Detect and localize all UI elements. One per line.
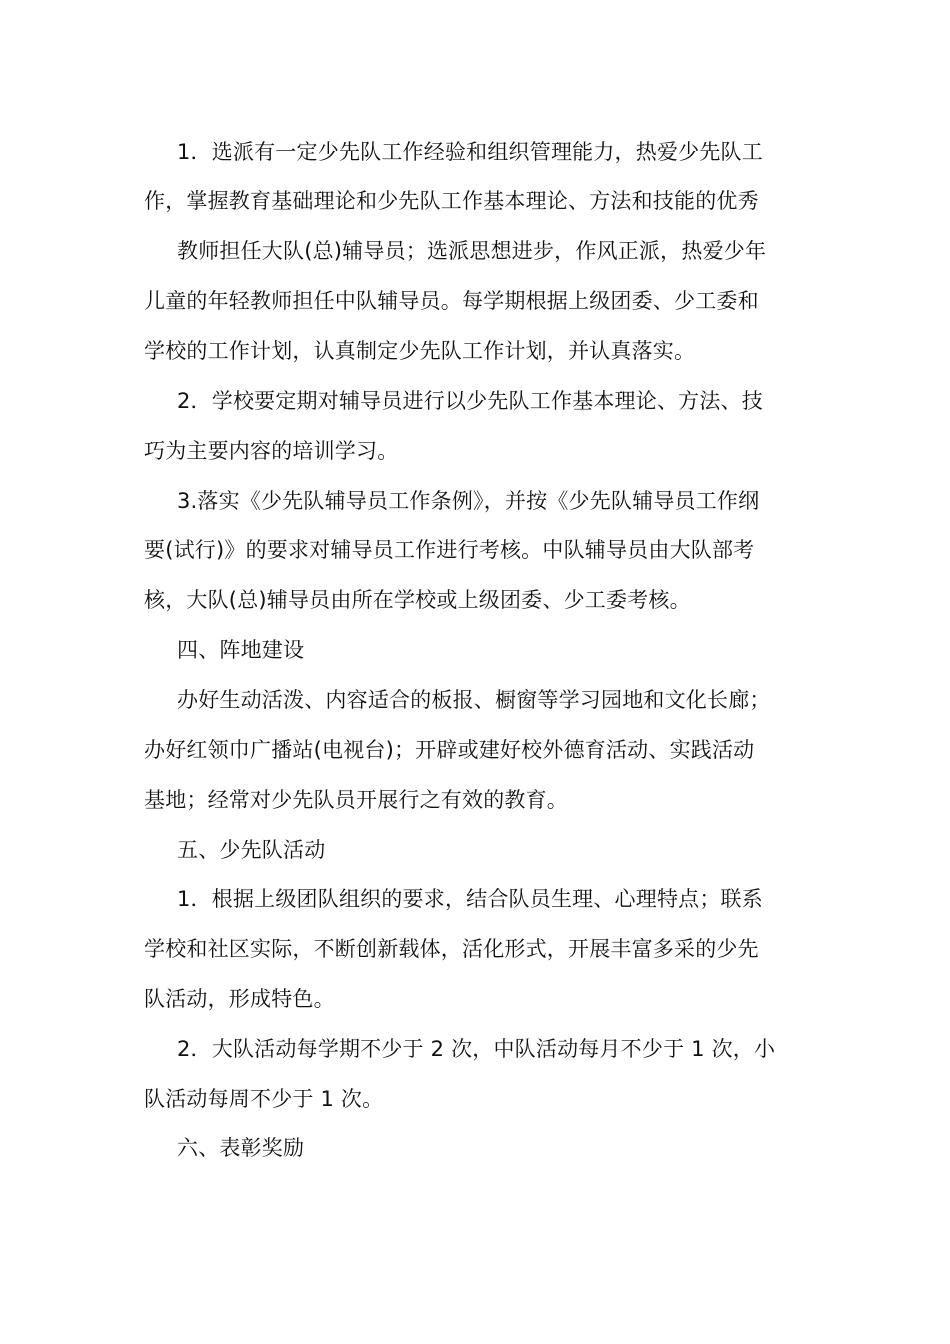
paragraph-line: 作，掌握教育基础理论和少先队工作基本理论、方法和技能的优秀 (144, 189, 759, 213)
paragraph-line: 办好生动活泼、内容适合的板报、橱窗等学习园地和文化长廊； (177, 688, 771, 712)
paragraph-line: 2．学校要定期对辅导员进行以少先队工作基本理论、方法、技 (177, 389, 763, 413)
paragraph-line: 1．选派有一定少先队工作经验和组织管理能力，热爱少先队工 (177, 140, 763, 164)
paragraph-line: 儿童的年轻教师担任中队辅导员。每学期根据上级团委、少工委和 (144, 289, 759, 313)
paragraph-line: 1．根据上级团队组织的要求，结合队员生理、心理特点；联系 (177, 887, 763, 911)
paragraph-line: 巧为主要内容的培训学习。 (144, 439, 399, 463)
paragraph-line: 学校的工作计划，认真制定少先队工作计划，并认真落实。 (144, 339, 696, 363)
paragraph-line: 2．大队活动每学期不少于 2 次，中队活动每月不少于 1 次，小 (177, 1037, 776, 1061)
paragraph-line: 教师担任大队(总)辅导员；选派思想进步，作风正派，热爱少年 (177, 239, 767, 263)
paragraph-line: 要(试行)》的要求对辅导员工作进行考核。中队辅导员由大队部考 (144, 538, 755, 562)
paragraph-line: 基地；经常对少先队员开展行之有效的教育。 (144, 788, 568, 812)
section-heading: 五、少先队活动 (177, 838, 326, 862)
paragraph-line: 学校和社区实际，不断创新载体，活化形式，开展丰富多采的少先 (144, 937, 759, 961)
section-heading: 四、阵地建设 (177, 638, 305, 662)
section-heading: 六、表彰奖励 (177, 1136, 305, 1160)
paragraph-line: 办好红领巾广播站(电视台)；开辟或建好校外德育活动、实践活动 (144, 738, 755, 762)
paragraph-line: 核，大队(总)辅导员由所在学校或上级团委、少工委考核。 (144, 588, 691, 612)
paragraph-line: 队活动，形成特色。 (144, 987, 335, 1011)
paragraph-line: 队活动每周不少于 1 次。 (144, 1087, 384, 1111)
paragraph-line: 3.落实《少先队辅导员工作条例》，并按《少先队辅导员工作纲 (177, 489, 760, 513)
